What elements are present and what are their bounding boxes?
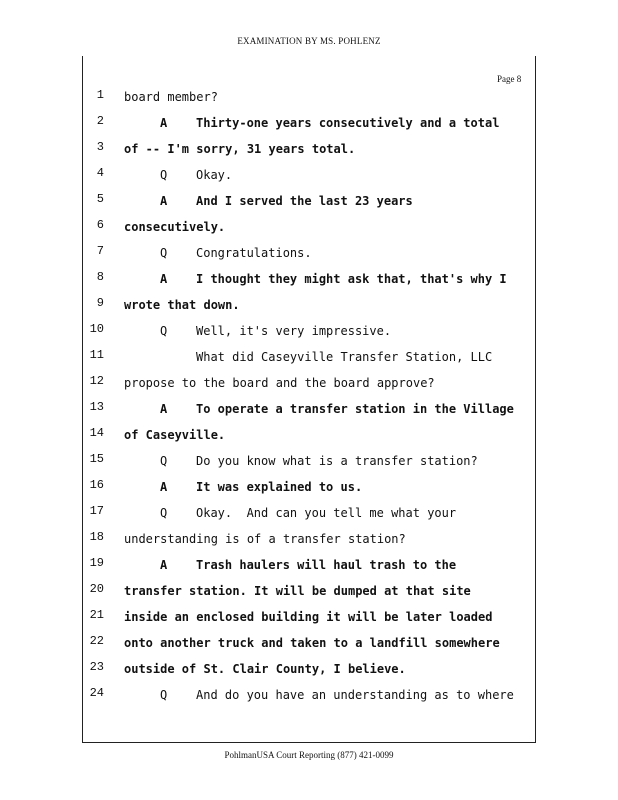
- speaker-label: Q: [160, 168, 168, 182]
- transcript-line: [0, 88, 618, 114]
- line-text: Do you know what is a transfer station?: [196, 454, 478, 468]
- transcript-line: [0, 270, 618, 296]
- transcript-line: [0, 530, 618, 556]
- line-text: wrote that down.: [124, 298, 240, 312]
- page-footer: PohlmanUSA Court Reporting (877) 421-0099: [224, 750, 394, 760]
- transcript-line: [0, 296, 618, 322]
- transcript-line: [0, 504, 618, 530]
- speaker-label: A: [160, 116, 168, 130]
- line-number: 14: [89, 426, 104, 440]
- line-number: 3: [96, 140, 104, 154]
- speaker-label: Q: [160, 454, 168, 468]
- line-number: 4: [96, 166, 104, 180]
- transcript-line: [0, 686, 618, 712]
- page-header: EXAMINATION BY MS. POHLENZ: [237, 36, 381, 46]
- line-number: 13: [89, 400, 104, 414]
- line-text: Okay.: [196, 168, 233, 182]
- line-text: understanding is of a transfer station?: [124, 532, 406, 546]
- transcript-line: [0, 426, 618, 452]
- transcript-line: [0, 192, 618, 218]
- transcript-line: [0, 374, 618, 400]
- line-number: 11: [89, 348, 104, 362]
- line-number: 8: [96, 270, 104, 284]
- transcript-line: [0, 478, 618, 504]
- transcript-line: [0, 608, 618, 634]
- line-text: And I served the last 23 years: [196, 194, 413, 208]
- line-text: of Caseyville.: [124, 428, 226, 442]
- speaker-label: A: [160, 194, 168, 208]
- line-number: 12: [89, 374, 104, 388]
- line-number: 20: [89, 582, 104, 596]
- line-text: Trash haulers will haul trash to the: [196, 558, 457, 572]
- transcript-line: [0, 218, 618, 244]
- speaker-label: Q: [160, 246, 168, 260]
- line-number: 7: [96, 244, 104, 258]
- transcript-line: [0, 114, 618, 140]
- line-number: 17: [89, 504, 104, 518]
- line-number: 9: [96, 296, 104, 310]
- line-text: And do you have an understanding as to where: [196, 688, 514, 702]
- line-number: 10: [89, 322, 104, 336]
- line-number: 23: [89, 660, 104, 674]
- transcript-line: [0, 400, 618, 426]
- speaker-label: Q: [160, 324, 168, 338]
- line-text: transfer station. It will be dumped at that site: [124, 584, 471, 598]
- transcript-line: [0, 322, 618, 348]
- line-number: 21: [89, 608, 104, 622]
- transcript-line: [0, 166, 618, 192]
- line-text: It was explained to us.: [196, 480, 363, 494]
- line-text: propose to the board and the board approve?: [124, 376, 435, 390]
- transcript-line: [0, 660, 618, 686]
- line-text: What did Caseyville Transfer Station, LLC: [196, 350, 493, 364]
- line-number: 24: [89, 686, 104, 700]
- line-text: outside of St. Clair County, I believe.: [124, 662, 406, 676]
- transcript-line: [0, 556, 618, 582]
- line-text: inside an enclosed building it will be later loaded: [124, 610, 493, 624]
- line-number: 1: [96, 88, 104, 102]
- transcript-line: [0, 348, 618, 374]
- line-text: Congratulations.: [196, 246, 312, 260]
- line-text: I thought they might ask that, that's why I: [196, 272, 507, 286]
- transcript-line: [0, 140, 618, 166]
- transcript-line: [0, 634, 618, 660]
- line-text: onto another truck and taken to a landfill somewhere: [124, 636, 500, 650]
- transcript-line: [0, 582, 618, 608]
- line-number: 16: [89, 478, 104, 492]
- speaker-label: Q: [160, 688, 168, 702]
- line-number: 22: [89, 634, 104, 648]
- transcript-line: [0, 244, 618, 270]
- line-number: 18: [89, 530, 104, 544]
- line-number: 5: [96, 192, 104, 206]
- speaker-label: A: [160, 402, 168, 416]
- line-text: Thirty-one years consecutively and a total: [196, 116, 500, 130]
- line-text: board member?: [124, 90, 218, 104]
- line-number: 15: [89, 452, 104, 466]
- line-text: Well, it's very impressive.: [196, 324, 392, 338]
- speaker-label: A: [160, 558, 168, 572]
- line-text: Okay. And can you tell me what your: [196, 506, 457, 520]
- speaker-label: A: [160, 272, 168, 286]
- line-number: 2: [96, 114, 104, 128]
- speaker-label: A: [160, 480, 168, 494]
- line-text: To operate a transfer station in the Village: [196, 402, 514, 416]
- line-text: of -- I'm sorry, 31 years total.: [124, 142, 356, 156]
- page-number: Page 8: [497, 74, 522, 84]
- line-text: consecutively.: [124, 220, 226, 234]
- transcript-line: [0, 452, 618, 478]
- line-number: 6: [96, 218, 104, 232]
- line-number: 19: [89, 556, 104, 570]
- speaker-label: Q: [160, 506, 168, 520]
